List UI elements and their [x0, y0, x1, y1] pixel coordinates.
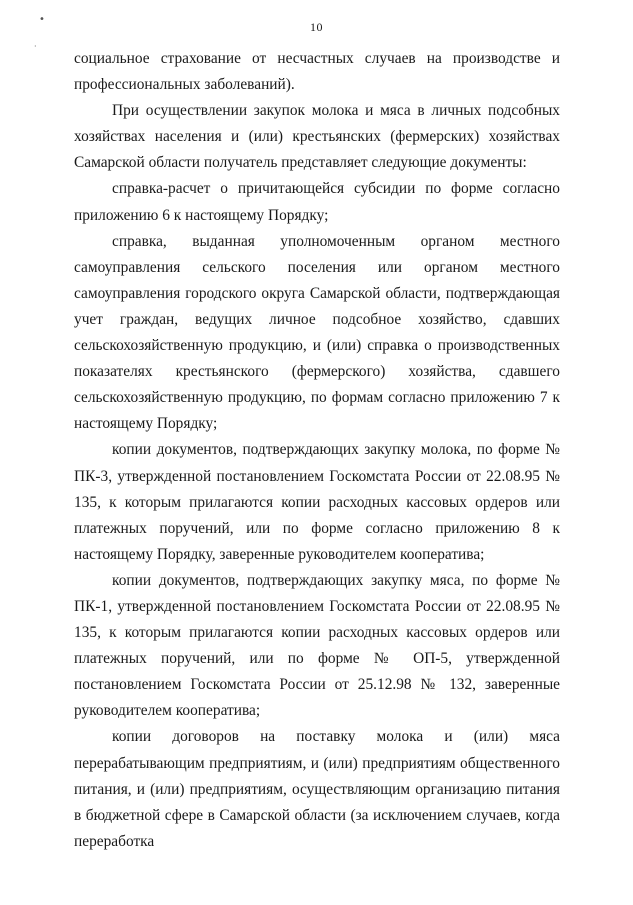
paragraph-supply-contracts: копии договоров на поставку молока и (или) мяса перерабатывающим предприятиям, и (или) предприятиям общественного питания, и (или) предприятиям, осуществляющим организацию питания в бюджетной сфере в Самарской области (за исключением случаев, когда переработка — [74, 728, 560, 850]
scan-speck-left: · — [34, 42, 37, 51]
paragraph-subsidy-calculation: справка-расчет о причитающейся субсидии по форме согласно приложению 6 к настоящему Порядку; — [74, 180, 560, 224]
paragraph-purchase-intro: При осуществлении закупок молока и мяса в личных подсобных хозяйствах населения и (или) крестьянских (фермерских) хозяйствах Самарской области получатель представляет следующие документы: — [74, 102, 560, 172]
page-number: 10 — [310, 20, 323, 34]
document-body — [74, 46, 560, 855]
paragraph-milk-purchase-docs: копии документов, подтверждающих закупку молока, по форме № ПК-3, утвержденной постановлением Госкомстата России от 22.08.95 № 135, к которым прилагаются копии расходных кассовых ордеров или платежных поручений, или по форме согласно приложению 8 к настоящему Порядку, заверенные руководителем кооператива; — [74, 441, 560, 563]
paragraph-meat-purchase-docs: копии документов, подтверждающих закупку мяса, по форме № ПК-1, утвержденной постановлением Госкомстата России от 22.08.95 № 135, к которым прилагаются копии расходных кассовых ордеров или платежных поручений, или по форме № ОП-5, утвержденной постановлением Госкомстата России от 25.12.98 № 132, заверенные руководителем кооператива; — [74, 571, 560, 720]
paragraph-certificate-self-government: справка, выданная уполномоченным органом местного самоуправления сельского поселения или органом местного самоуправления городского округа Самарской области, подтверждающая учет граждан, ведущих личное подсобное хозяйство, сдавших сельскохозяйственную продукцию, и (или) справка о производственных показателях крестьянского (фермерского) хозяйства, сдавшего сельскохозяйственную продукцию, по формам согласно приложению 7 к настоящему Порядку; — [74, 232, 560, 433]
scan-speck-top: • — [39, 14, 45, 25]
paragraph-insurance-continuation: социальное страхование от несчастных случаев на производстве и профессиональных заболеваний). — [74, 50, 560, 94]
